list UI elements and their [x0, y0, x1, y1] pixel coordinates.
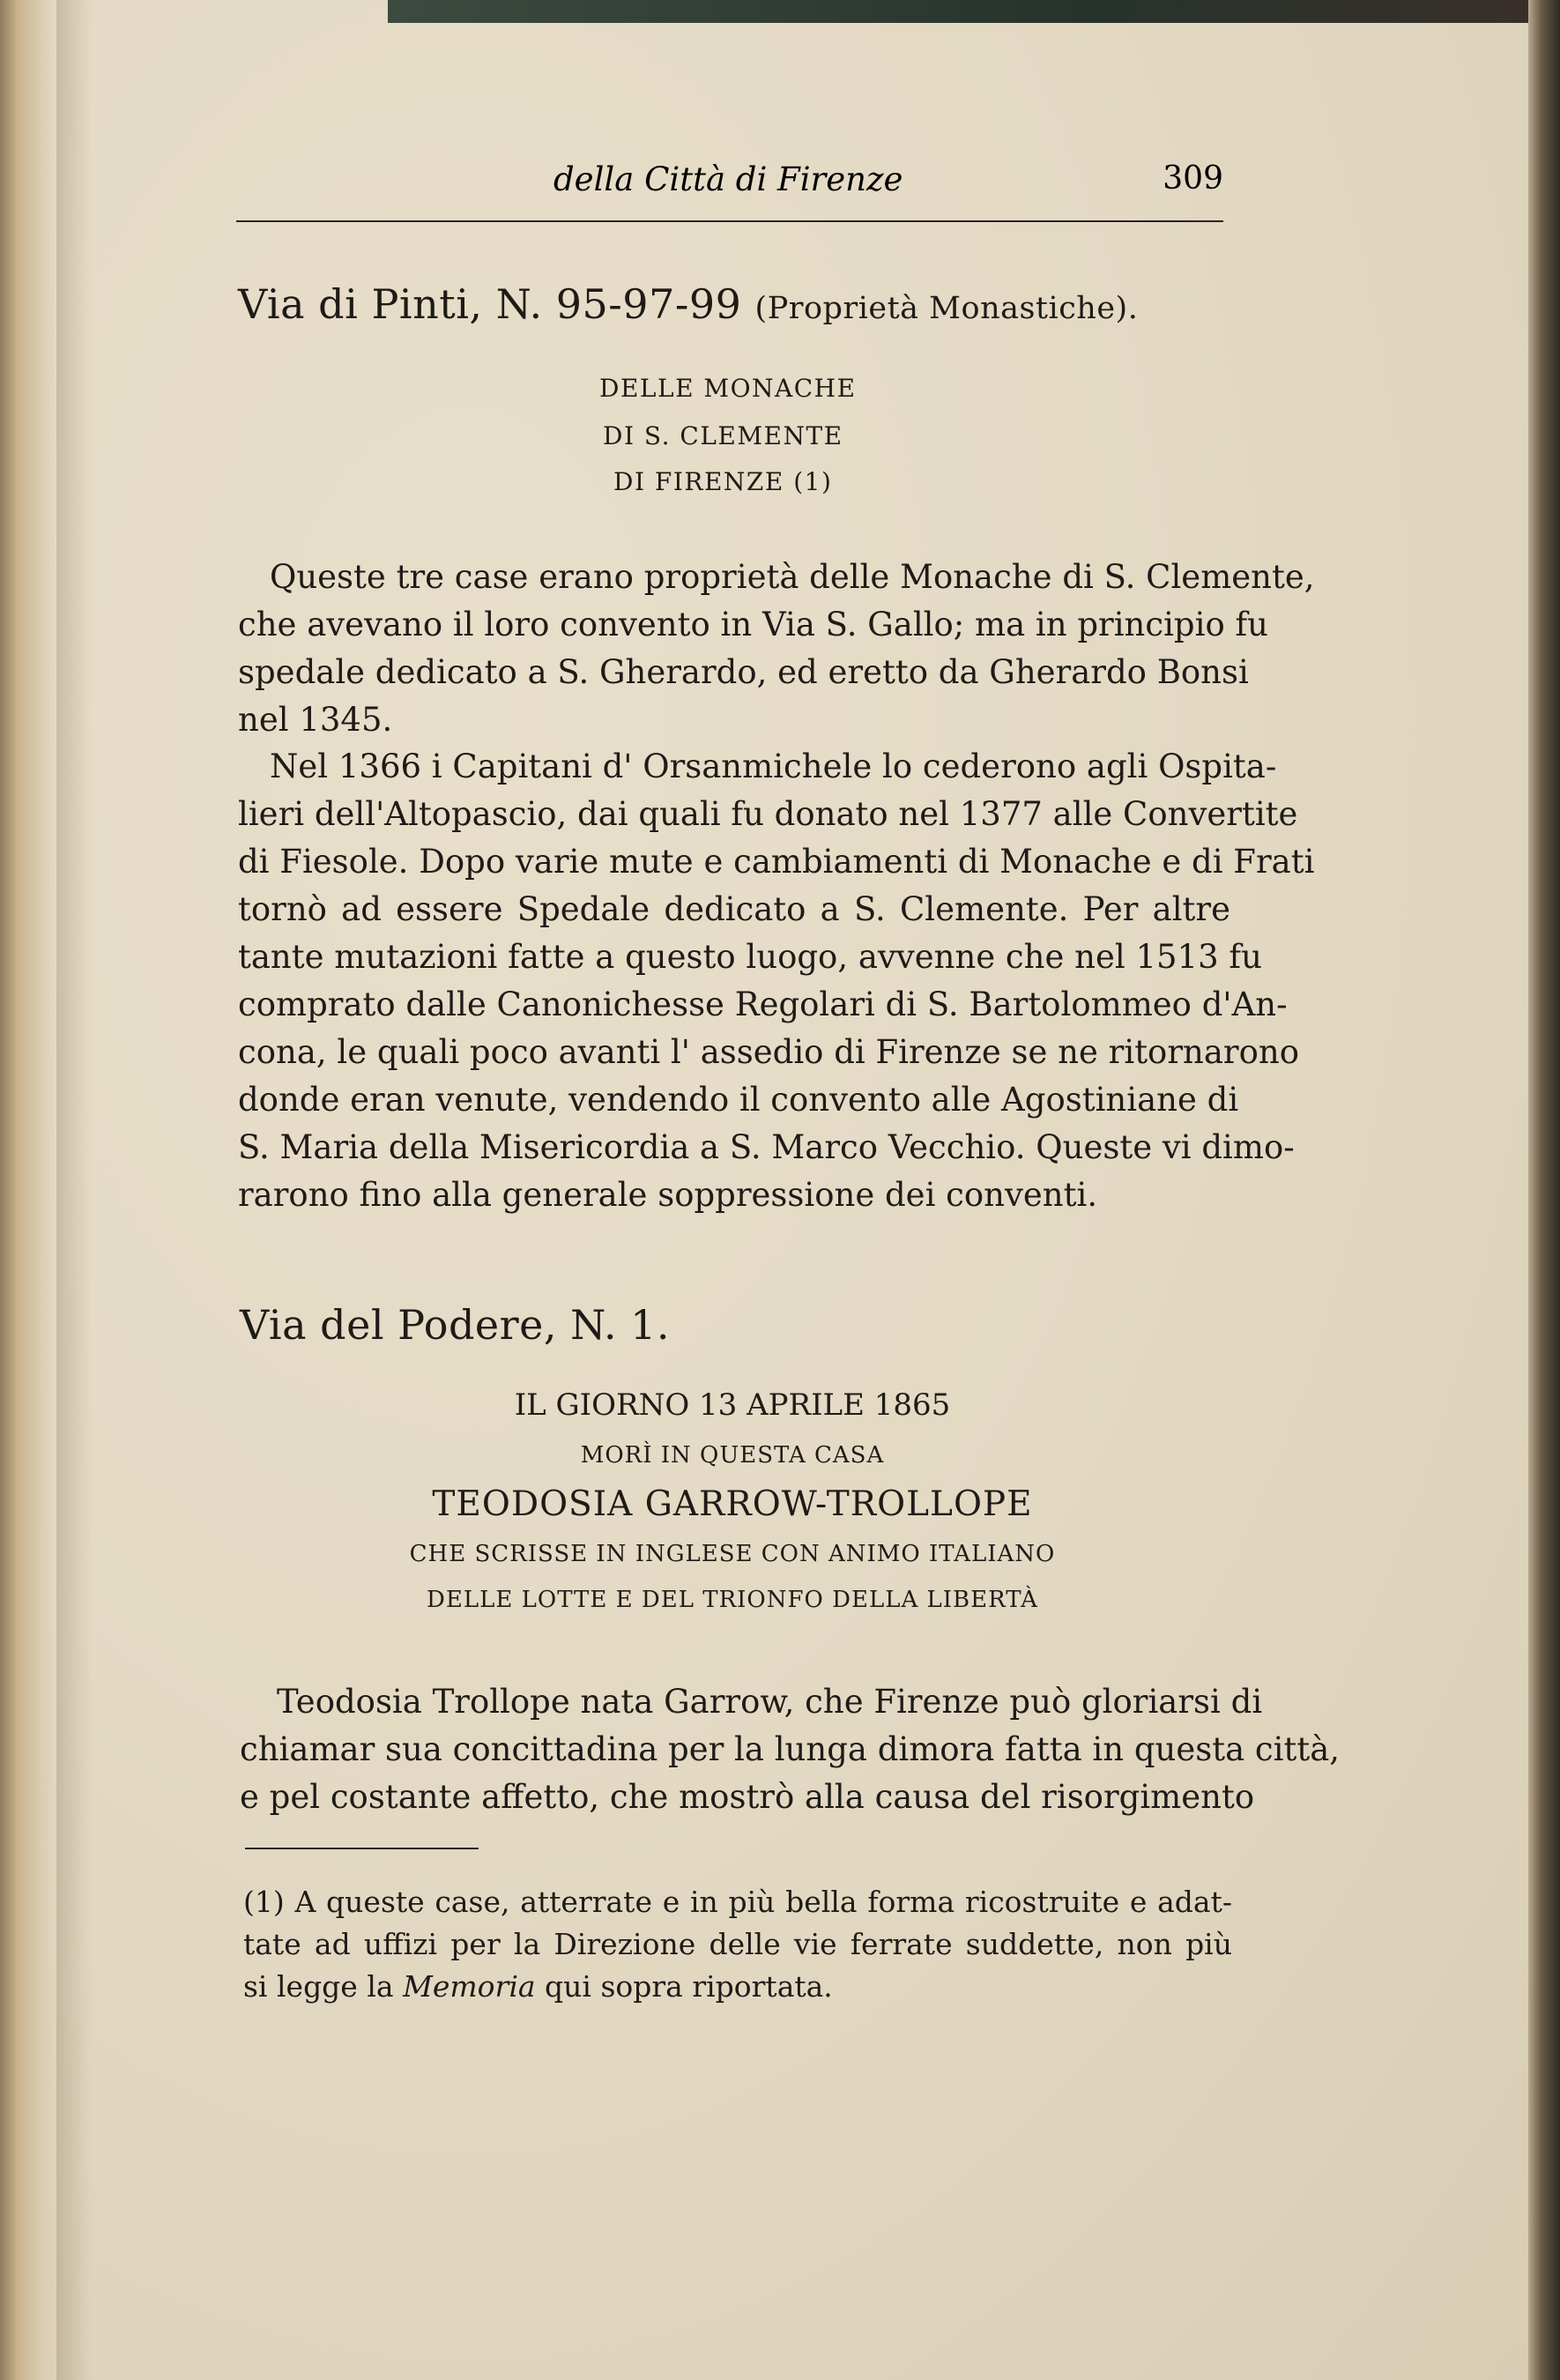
inscription-line: TEODOSIA GARROW-TROLLOPE	[432, 1484, 1033, 1524]
inscription-line: MORÌ IN QUESTA CASA	[580, 1442, 885, 1469]
page-edge	[1528, 0, 1560, 2380]
header-rule	[236, 220, 1223, 222]
page-number: 309	[1163, 160, 1223, 197]
text-line: Teodosia Trollope nata Garrow, che Firenze può gloriarsi di	[277, 1683, 1263, 1721]
text-line: chiamar sua concittadina per la lunga dimora fatta in questa città,	[240, 1730, 1341, 1768]
paragraph	[240, 1678, 1341, 1821]
footnote-italic: Memoria	[403, 1969, 536, 2004]
text-line: e pel costante affetto, che mostrò alla causa del risorgimento	[240, 1778, 1255, 1816]
text-line: Queste tre case erano proprietà delle Monache di S. Clemente,	[270, 558, 1315, 596]
text-line: nel 1345.	[238, 701, 393, 739]
text-line: tante mutazioni fatte a questo luogo, avvenne che nel 1513 fu	[238, 938, 1262, 976]
section-heading-pinti	[238, 280, 1138, 328]
footnote-text: si legge la	[243, 1969, 394, 2004]
text-line: tornò ad essere Spedale dedicato a S. Clemente. Per altre	[238, 890, 1230, 928]
text-line: spedale dedicato a S. Gherardo, ed eretto da Gherardo Bonsi	[238, 653, 1249, 691]
text-line: donde eran venute, vendendo il convento alle Agostiniane di	[238, 1081, 1239, 1119]
footnote-text: qui sopra riportata.	[545, 1969, 833, 2004]
inscription-line: CHE SCRISSE IN INGLESE CON ANIMO ITALIANO	[409, 1541, 1056, 1567]
footnote	[243, 1881, 1232, 2008]
footnote-rule	[245, 1848, 479, 1849]
text-line: che avevano il loro convento in Via S. Gallo; ma in principio fu	[238, 606, 1269, 643]
text-line: Nel 1366 i Capitani d' Orsanmichele lo cederono agli Ospita-	[270, 747, 1277, 785]
running-header	[236, 160, 1223, 205]
text-line: di Fiesole. Dopo varie mute e cambiamenti di Monache e di Frati	[238, 843, 1315, 881]
section-heading-podere: Via del Podere, N. 1.	[240, 1301, 671, 1349]
heading-main: Via di Pinti, N. 95-97-99	[238, 280, 742, 328]
background-strip	[388, 0, 1560, 23]
footnote-line: tate ad uffizi per la Direzione delle vie ferrate suddette, non più	[243, 1927, 1232, 1961]
inscription-line: DELLE LOTTE E DEL TRIONFO DELLA LIBERTÀ	[427, 1587, 1038, 1613]
spine-shadow	[56, 0, 92, 2380]
footnote-line: (1) A queste case, atterrate e in più bella forma ricostruite e adat-	[243, 1885, 1232, 1919]
text-line: cona, le quali poco avanti l' assedio di Firenze se ne ritornarono	[238, 1033, 1299, 1071]
running-title: della Città di Firenze	[553, 160, 903, 198]
inscription-line: DI S. CLEMENTE	[603, 421, 843, 450]
text-line: comprato dalle Canonichesse Regolari di S. Bartolommeo d'An-	[238, 985, 1288, 1023]
text-line: rarono fino alla generale soppressione dei conventi.	[238, 1176, 1098, 1214]
text-line: S. Maria della Misericordia a S. Marco Vecchio. Queste vi dimo-	[238, 1128, 1295, 1166]
paragraph	[238, 743, 1315, 1219]
inscription-line: DELLE MONACHE	[599, 374, 857, 403]
heading-note: (Proprietà Monastiche).	[754, 291, 1139, 326]
paragraph	[238, 554, 1315, 744]
text-line: lieri dell'Altopascio, dai quali fu donato nel 1377 alle Convertite	[238, 795, 1298, 833]
inscription-line: DI FIRENZE (1)	[613, 467, 833, 496]
page-gutter	[0, 0, 56, 2380]
inscription-line: IL GIORNO 13 APRILE 1865	[514, 1387, 951, 1423]
footnote-line	[243, 1966, 1232, 2008]
